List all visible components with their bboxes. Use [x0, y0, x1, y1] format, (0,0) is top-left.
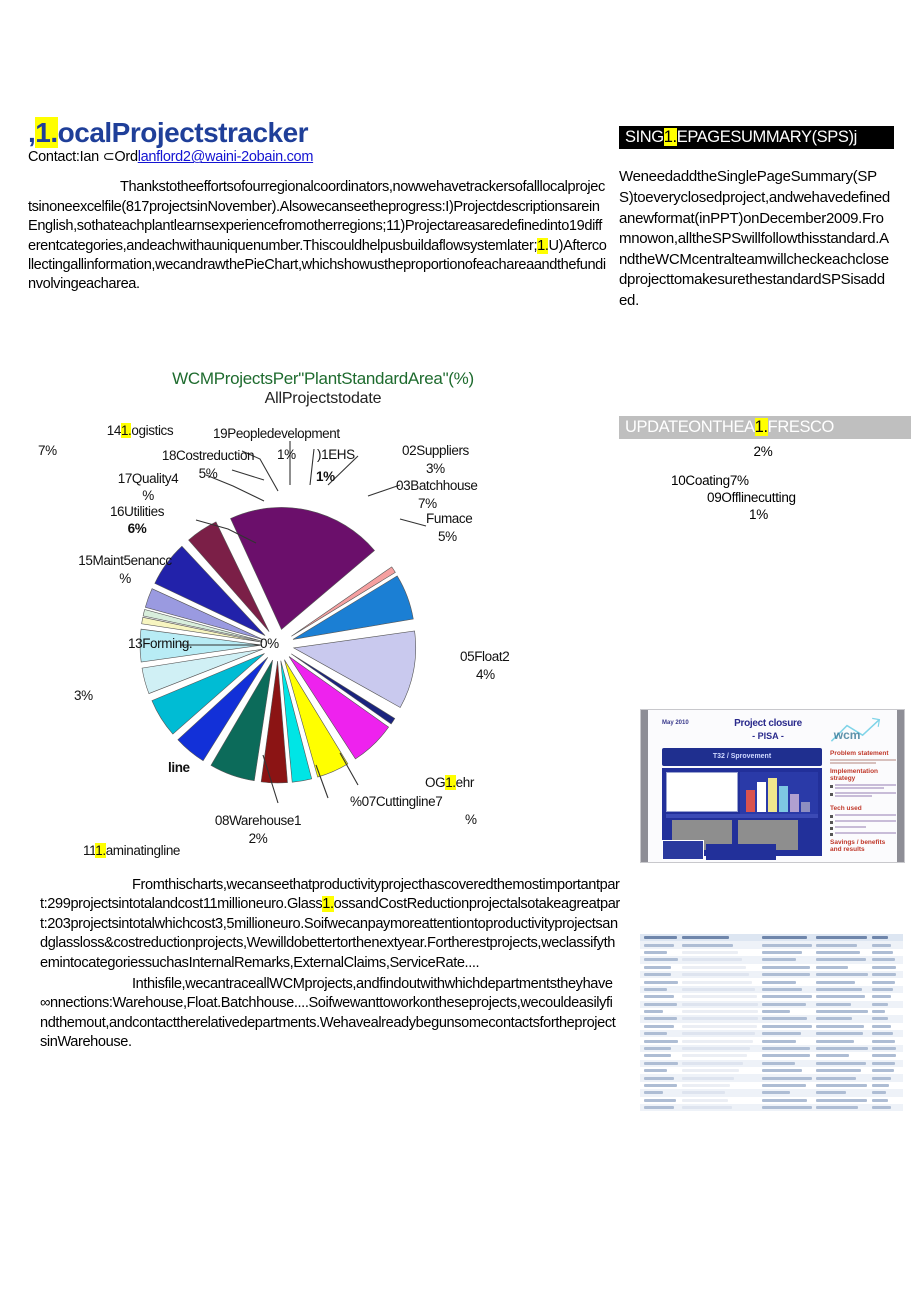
spreadsheet-cell — [872, 958, 895, 961]
spreadsheet-cell — [762, 1032, 801, 1035]
spreadsheet-cell — [682, 1040, 753, 1043]
chart-title: WCMProjectsPer"PlantStandardArea"(%) — [172, 369, 474, 388]
spreadsheet-cell — [872, 1077, 891, 1080]
pie-label-04-furnace: Fumace — [426, 511, 473, 526]
spreadsheet-cell — [872, 981, 895, 984]
update-banner-post: FRESCO — [767, 418, 834, 436]
bottom-paragraph-2 — [40, 975, 620, 1053]
spreadsheet-cell — [816, 1069, 861, 1072]
slide-team-label — [706, 844, 776, 860]
mini-legend-row-4: 1% — [749, 506, 768, 522]
spreadsheet-cell — [762, 944, 812, 947]
spreadsheet-cell — [872, 1047, 896, 1050]
spreadsheet-cell — [872, 1025, 891, 1028]
spreadsheet-cell — [816, 1047, 868, 1050]
spreadsheet-cell — [682, 988, 755, 991]
spreadsheet-row — [640, 978, 903, 985]
spreadsheet-cell — [762, 981, 796, 984]
spreadsheet-header-row — [640, 934, 903, 941]
update-banner-pre: UPDATEONTHEA — [625, 418, 755, 436]
pie-value-02-suppliers: 3% — [426, 461, 445, 476]
spreadsheet-cell — [816, 1010, 868, 1013]
intro-paragraph — [28, 178, 608, 294]
spreadsheet-row — [640, 941, 903, 948]
spreadsheet-cell — [872, 1010, 885, 1013]
spreadsheet-cell — [816, 958, 866, 961]
spreadsheet-cell — [644, 958, 678, 961]
spreadsheet-cell — [816, 936, 867, 940]
spreadsheet-cell — [644, 1010, 663, 1013]
pie-label-11-laminatingline: 111.aminatingline — [83, 843, 181, 858]
spreadsheet-cell — [762, 1047, 810, 1050]
overflow-pie-labels — [619, 444, 907, 524]
spreadsheet-row — [640, 964, 903, 971]
spreadsheet-cell — [682, 958, 742, 961]
spreadsheet-cell — [762, 1106, 812, 1109]
pie-value-14-logistics: 7% — [38, 443, 57, 458]
pie-label-16-utilities: 16Utilities — [109, 504, 165, 519]
slide-section-3-heading: Tech used — [830, 805, 862, 812]
spreadsheet-cell — [762, 995, 812, 998]
update-banner-highlight: 1. — [754, 418, 768, 436]
spreadsheet-cell — [762, 1077, 812, 1080]
spreadsheet-row — [640, 1045, 903, 1052]
sps-banner-post: EPAGESUMMARY(SPS)j — [676, 128, 857, 146]
spreadsheet-cell — [762, 1084, 806, 1087]
spreadsheet-row — [640, 1074, 903, 1081]
page-title — [28, 118, 618, 147]
spreadsheet-row — [640, 1082, 903, 1089]
spreadsheet-cell — [644, 1062, 678, 1065]
spreadsheet-cell — [872, 951, 893, 954]
pie-value-05-float2: 4% — [476, 667, 495, 682]
spreadsheet-cell — [762, 966, 810, 969]
pie-label-08-warehouse: 08Warehouse1 — [214, 813, 302, 828]
slide-caption-bar — [666, 814, 818, 818]
spreadsheet-cell — [682, 1054, 747, 1057]
slide-title: Project closure — [734, 718, 802, 729]
pie-label-06-lehr: OG1.ehr — [425, 775, 474, 790]
spreadsheet-cell — [682, 1003, 758, 1006]
intro-part-2: U)Aftercollectingallinformation,wecandrawthePieChart,whichshowustheproportionofeachareaandthefundinvolvingeacharea. — [28, 237, 607, 293]
slide-bullet — [830, 791, 896, 798]
spreadsheet-cell — [872, 966, 896, 969]
spreadsheet-cell — [872, 944, 891, 947]
spreadsheet-row — [640, 993, 903, 1000]
pie-label-07-cuttingline: %07Cuttingline7 — [350, 794, 443, 809]
spreadsheet-cell — [644, 951, 667, 954]
contact-line — [28, 149, 618, 165]
mini-legend-row-3: 09Offlinecutting — [707, 489, 796, 505]
sps-banner-highlight: 1. — [663, 128, 677, 146]
mini-legend-row-1: 2% — [753, 444, 773, 459]
slide-bullet — [830, 819, 896, 824]
contact-label: Contact:Ian ⊂Ord — [28, 149, 138, 166]
pie-label-17-quality: 17Quality4 — [117, 471, 179, 486]
pie-label-15-maintenance: 15Maint5enancc — [78, 553, 172, 568]
slide-right-column — [830, 750, 896, 854]
spreadsheet-cell — [762, 1010, 790, 1013]
spreadsheet-cell — [816, 1062, 866, 1065]
pie-label-03-batchhouse: 03Batchhouse — [396, 478, 478, 493]
pie-label-05-float2: 05Float2 — [460, 649, 510, 664]
spreadsheet-cell — [644, 1091, 663, 1094]
pie-label-01-ehs: )1EHS — [317, 447, 355, 462]
spreadsheet-cell — [816, 1025, 864, 1028]
slide-right-edge — [897, 710, 904, 862]
spreadsheet-cell — [816, 1003, 851, 1006]
spreadsheet-cell — [682, 973, 749, 976]
slide-bullet — [830, 813, 896, 818]
left-column — [28, 118, 618, 295]
spreadsheet-cell — [762, 988, 802, 991]
wcm-logo-icon — [829, 717, 883, 745]
slide-section-1-heading: Problem statement — [830, 750, 889, 757]
spreadsheet-cell — [762, 1091, 790, 1094]
slide-section-4-heading: Savings / benefits and results — [830, 839, 886, 853]
sps-banner-pre: SING — [625, 128, 664, 146]
update-banner-wrapper — [619, 416, 911, 439]
spreadsheet-cell — [682, 944, 733, 947]
spreadsheet-cell — [762, 1025, 812, 1028]
update-section-banner — [619, 416, 911, 439]
slide-bullet — [830, 783, 896, 790]
page-title-prefix: , — [28, 117, 36, 148]
spreadsheet-cell — [872, 1069, 894, 1072]
spreadsheet-cell — [816, 1017, 852, 1020]
spreadsheet-cell — [682, 1062, 743, 1065]
spreadsheet-cell — [762, 936, 807, 940]
spreadsheet-cell — [816, 973, 868, 976]
spreadsheet-cell — [644, 1106, 674, 1109]
spreadsheet-row — [640, 1030, 903, 1037]
spreadsheet-cell — [816, 951, 860, 954]
spreadsheet-cell — [816, 1032, 863, 1035]
spreadsheet-cell — [816, 988, 862, 991]
spreadsheet-cell — [682, 951, 738, 954]
pie-value-07-cuttingline: % — [465, 812, 477, 827]
intro-part-1: Thankstotheeffortsofourregionalcoordinators,nowwehavetrackersofalllocalprojectsinoneexcelfile(817projectsinNovember).Alsowecanseetheprogress:I)ProjectdescriptionsareinEnglish,sothateachplantlearnsexperiencefromotherregions;11)Projectareasaredefinedinto19differentcategories,andeachwithauniquenumber.Thiscouldhelpusbuildaflowsystemlater; — [28, 179, 605, 254]
spreadsheet-cell — [644, 1047, 671, 1050]
spreadsheet-cell — [682, 966, 746, 969]
spreadsheet-row — [640, 1015, 903, 1022]
slide-white-box — [666, 772, 738, 812]
slide-team-photo — [662, 840, 704, 860]
spreadsheet-cell — [816, 1077, 856, 1080]
slide-bullet — [830, 825, 896, 830]
spreadsheet-cell — [762, 1062, 795, 1065]
slide-bar-chart — [740, 772, 818, 814]
spreadsheet-cell — [682, 1047, 750, 1050]
spreadsheet-row — [640, 1037, 903, 1044]
spreadsheet-cell — [872, 1099, 888, 1102]
spreadsheet-cell — [682, 1106, 732, 1109]
spreadsheet-cell — [682, 1025, 757, 1028]
pie-value-16-utilities: 6% — [127, 521, 147, 536]
spreadsheet-cell — [762, 1069, 802, 1072]
spreadsheet-cell — [762, 1054, 810, 1057]
bottom-p1-highlight: 1. — [322, 896, 334, 913]
spreadsheet-cell — [682, 1017, 758, 1020]
spreadsheet-cell — [682, 1077, 734, 1080]
sps-section-banner — [619, 126, 894, 149]
bottom-p1-part-b: ossandCostReductionprojectalsotakeagreatpart:203projectsintotalwhichcost3,5millioneuro.Soifwecanpaymoreattentiontoproductivityprojectsandglassloss&costreductionprojects,Wewilldobettertorthenextyear.Fortherestprojects,weclassifythemintocategoriessuchasInternalRemarks,ExternalClaims,ServiceRate.... — [40, 896, 620, 971]
spreadsheet-row — [640, 1001, 903, 1008]
spreadsheet-cell — [872, 1084, 889, 1087]
spreadsheet-row — [640, 1052, 903, 1059]
spreadsheet-row — [640, 1008, 903, 1015]
spreadsheet-cell — [644, 1040, 678, 1043]
pie-value-13-forming: 0% — [260, 636, 279, 651]
spreadsheet-cell — [644, 1084, 677, 1087]
intro-highlight: 1. — [537, 237, 549, 254]
spreadsheet-row — [640, 956, 903, 963]
pie-value-04-furnace: 5% — [438, 529, 457, 544]
slide-bullet — [830, 831, 896, 836]
spreadsheet-cell — [644, 1017, 677, 1020]
slide-text-line — [830, 759, 896, 761]
spreadsheet-cell — [682, 981, 752, 984]
pie-value-12-line: 3% — [74, 688, 93, 703]
svg-text:wcm: wcm — [833, 727, 861, 742]
spreadsheet-row — [640, 1104, 903, 1111]
spreadsheet-cell — [872, 1106, 891, 1109]
spreadsheet-cell — [816, 1106, 858, 1109]
spreadsheet-cell — [644, 988, 667, 991]
spreadsheet-cell — [644, 1054, 671, 1057]
bottom-p2-text: Inthisfile,wecantraceallWCMprojects,andfindoutwithwhichdepartmentstheyhave∞nnections:Warehouse,Float.Batchhouse....Soifwewanttoworkontheseprojects,wecouldeasilyfindthemout,andcontacttherelativedepartments.WehavealreadybegunsomecontactsfortheprojectsinWarehouse. — [40, 976, 616, 1051]
spreadsheet-row — [640, 949, 903, 956]
spreadsheet-cell — [872, 1062, 895, 1065]
spreadsheet-row — [640, 1060, 903, 1067]
spreadsheet-cell — [872, 973, 896, 976]
slide-section-bar: T32 / Sprovement — [662, 748, 822, 766]
spreadsheet-cell — [816, 1040, 854, 1043]
spreadsheet-cell — [762, 1017, 807, 1020]
pie-value-03-batchhouse: 7% — [418, 496, 437, 511]
spreadsheet-cell — [816, 1091, 846, 1094]
spreadsheet-cell — [816, 1054, 849, 1057]
spreadsheet-cell — [762, 1099, 807, 1102]
spreadsheet-row — [640, 1023, 903, 1030]
spreadsheet-cell — [644, 936, 677, 940]
spreadsheet-cell — [644, 966, 671, 969]
slide-section-2-heading: Implementation strategy — [830, 768, 879, 782]
spreadsheet-cell — [644, 1069, 667, 1072]
slide-subtitle: - PISA - — [752, 731, 784, 741]
spreadsheet-row — [640, 1089, 903, 1096]
bottom-paragraphs — [40, 876, 620, 1053]
spreadsheet-cell — [682, 1010, 758, 1013]
spreadsheet-cell — [816, 944, 857, 947]
spreadsheet-cell — [816, 1099, 867, 1102]
spreadsheet-cell — [762, 1040, 796, 1043]
spreadsheet-cell — [644, 995, 674, 998]
pie-value-08-warehouse: 2% — [248, 831, 268, 846]
spreadsheet-cell — [682, 936, 729, 940]
spreadsheet-cell — [762, 951, 802, 954]
spreadsheet-cell — [644, 1032, 667, 1035]
spreadsheet-cell — [682, 1099, 728, 1102]
project-tracker-spreadsheet-thumbnail[interactable] — [640, 934, 903, 1119]
spreadsheet-cell — [872, 1040, 895, 1043]
sps-paragraph: WeneedaddtheSinglePageSummary(SPS)toeveryclosedproject,andwehavedefinedanewformat(inPPT)onDecember2009.Fromnowon,alltheSPSwillfollowthisstandard.AndtheWCMcentralteamwillcheckeachclosedprojecttomakesurethestandardSPSisadded. — [619, 168, 890, 309]
spreadsheet-cell — [816, 981, 855, 984]
spreadsheet-cell — [682, 1091, 725, 1094]
slide-canvas — [648, 710, 897, 862]
pie-value-18-costreduction: 5% — [198, 466, 218, 481]
spreadsheet-row — [640, 1097, 903, 1104]
pie-chart-block — [28, 368, 618, 873]
pie-value-01-ehs: 1% — [316, 469, 335, 484]
spreadsheet-cell — [816, 1084, 867, 1087]
spreadsheet-cell — [644, 981, 678, 984]
slide-left-edge — [641, 710, 648, 862]
spreadsheet-cell — [682, 1084, 730, 1087]
bottom-paragraph-1 — [40, 876, 620, 973]
slide-date: May 2010 — [662, 720, 689, 726]
pie-label-14-logistics: 141.ogistics — [106, 423, 174, 438]
pie-label-02-suppliers: 02Suppliers — [402, 443, 469, 458]
pie-label-12-line: line — [168, 760, 190, 775]
page-title-highlight: 1. — [35, 117, 58, 148]
pie-value-17-quality: % — [142, 488, 154, 503]
spreadsheet-cell — [762, 958, 796, 961]
spreadsheet-cell — [872, 936, 888, 940]
spreadsheet-cell — [644, 1003, 677, 1006]
page-title-rest: ocalProjectstracker — [57, 117, 309, 148]
project-closure-slide-thumbnail[interactable] — [640, 709, 905, 863]
spreadsheet-cell — [872, 995, 891, 998]
pie-label-18-costreduction: 18Costreduction — [161, 448, 255, 463]
spreadsheet-cell — [816, 995, 865, 998]
spreadsheet-cell — [762, 1003, 806, 1006]
pie-value-19-peopledevelopment: 1% — [277, 447, 296, 462]
spreadsheet-cell — [872, 1054, 896, 1057]
spreadsheet-cell — [872, 1017, 888, 1020]
spreadsheet-cell — [872, 1032, 893, 1035]
slide-text-line — [830, 762, 876, 764]
spreadsheet-row — [640, 1067, 903, 1074]
spreadsheet-cell — [762, 973, 810, 976]
spreadsheet-cell — [644, 944, 674, 947]
bottom-p1-part-a: Fromthischarts,wecanseethatproductivityprojecthascoveredthemostimportantpart:299projectsintotalandcost11millioneuro.Glass — [40, 877, 620, 913]
spreadsheet-cell — [872, 1003, 888, 1006]
spreadsheet-cell — [644, 1099, 676, 1102]
spreadsheet-cell — [816, 966, 848, 969]
spreadsheet-cell — [682, 1069, 739, 1072]
pie-value-15-maintenance: % — [119, 571, 131, 586]
right-column — [619, 126, 907, 853]
spreadsheet-cell — [682, 995, 757, 998]
spreadsheet-cell — [644, 1025, 674, 1028]
pie-label-13-forming: 13Forming. — [128, 636, 193, 651]
chart-subtitle: AllProjectstodate — [264, 390, 382, 408]
contact-email-link[interactable]: lanflord2@waini-2obain.com — [137, 149, 314, 166]
mini-legend-row-2: 10Coating7% — [671, 472, 749, 488]
spreadsheet-row — [640, 986, 903, 993]
spreadsheet-cell — [872, 1091, 886, 1094]
spreadsheet-cell — [644, 973, 671, 976]
pie-label-19-peopledevelopment: 19Peopledevelopment — [213, 426, 340, 441]
pie-plot-area — [28, 423, 618, 873]
spreadsheet-cell — [644, 1077, 674, 1080]
spreadsheet-row — [640, 971, 903, 978]
spreadsheet-cell — [872, 988, 893, 991]
spreadsheet-cell — [682, 1032, 755, 1035]
